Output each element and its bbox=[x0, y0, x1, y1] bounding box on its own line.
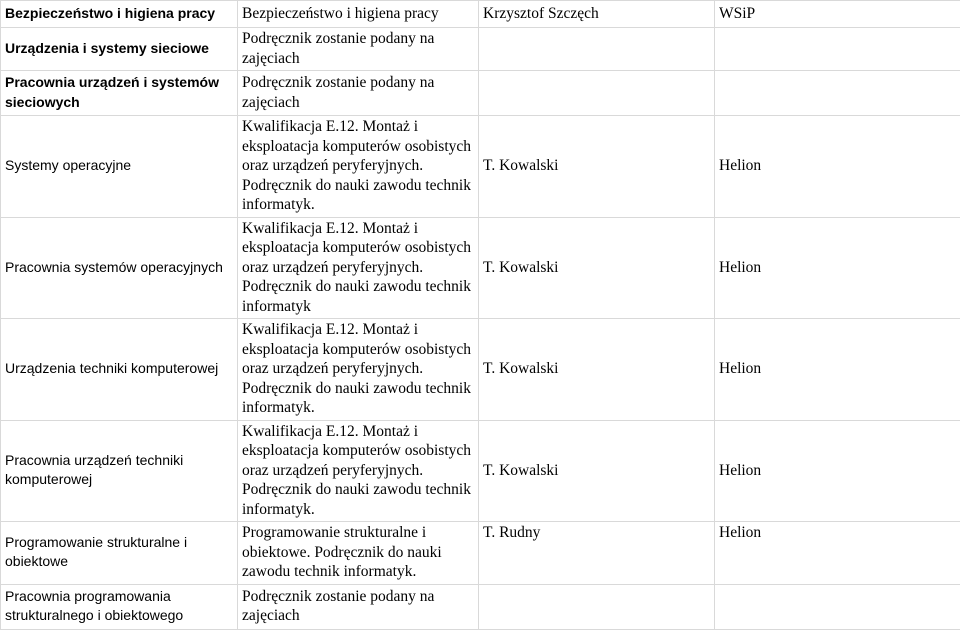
subject-cell: Systemy operacyjne bbox=[1, 116, 238, 218]
subject-cell: Bezpieczeństwo i higiena pracy bbox=[1, 1, 238, 28]
author-cell: T. Kowalski bbox=[479, 319, 715, 421]
author-cell: T. Kowalski bbox=[479, 116, 715, 218]
publisher-cell: Helion bbox=[715, 522, 960, 585]
subject-cell: Programowanie strukturalne i obiektowe bbox=[1, 522, 238, 585]
subject-cell: Pracownia programowania strukturalnego i obiektowego bbox=[1, 584, 238, 629]
table-row bbox=[1, 28, 960, 71]
table-row bbox=[1, 217, 960, 319]
author-cell bbox=[479, 71, 715, 116]
title-cell: Podręcznik zostanie podany na zajęciach bbox=[238, 71, 479, 116]
table-row bbox=[1, 420, 960, 522]
author-cell: T. Kowalski bbox=[479, 420, 715, 522]
subject-cell: Pracownia urządzeń techniki komputerowej bbox=[1, 420, 238, 522]
author-cell: T. Kowalski bbox=[479, 217, 715, 319]
subject-cell: Pracownia urządzeń i systemów sieciowych bbox=[1, 71, 238, 116]
title-cell: Kwalifikacja E.12. Montaż i eksploatacja komputerów osobistych oraz urządzeń peryferyjnych. Podręcznik do nauki zawodu technik informatyk. bbox=[238, 116, 479, 218]
title-cell: Kwalifikacja E.12. Montaż i eksploatacja komputerów osobistych oraz urządzeń peryferyjnych. Podręcznik do nauki zawodu technik informatyk. bbox=[238, 319, 479, 421]
publisher-cell: WSiP bbox=[715, 1, 960, 28]
author-cell bbox=[479, 584, 715, 629]
subject-cell: Pracownia systemów operacyjnych bbox=[1, 217, 238, 319]
subject-cell: Urządzenia i systemy sieciowe bbox=[1, 28, 238, 71]
table-row bbox=[1, 522, 960, 585]
author-cell: T. Rudny bbox=[479, 522, 715, 585]
table-row bbox=[1, 319, 960, 421]
title-cell: Podręcznik zostanie podany na zajęciach bbox=[238, 28, 479, 71]
publisher-cell bbox=[715, 71, 960, 116]
table-row bbox=[1, 71, 960, 116]
publisher-cell: Helion bbox=[715, 420, 960, 522]
table-row-header bbox=[1, 1, 960, 28]
title-cell: Podręcznik zostanie podany na zajęciach bbox=[238, 584, 479, 629]
title-cell: Programowanie strukturalne i obiektowe. Podręcznik do nauki zawodu technik informatyk. bbox=[238, 522, 479, 585]
table-row bbox=[1, 116, 960, 218]
title-cell: Bezpieczeństwo i higiena pracy bbox=[238, 1, 479, 28]
publisher-cell: Helion bbox=[715, 319, 960, 421]
publisher-cell bbox=[715, 28, 960, 71]
table-row bbox=[1, 584, 960, 629]
title-cell: Kwalifikacja E.12. Montaż i eksploatacja komputerów osobistych oraz urządzeń peryferyjnych. Podręcznik do nauki zawodu technik informatyk bbox=[238, 217, 479, 319]
author-cell bbox=[479, 28, 715, 71]
title-cell: Kwalifikacja E.12. Montaż i eksploatacja komputerów osobistych oraz urządzeń peryferyjnych. Podręcznik do nauki zawodu technik informatyk. bbox=[238, 420, 479, 522]
publisher-cell bbox=[715, 584, 960, 629]
subject-cell: Urządzenia techniki komputerowej bbox=[1, 319, 238, 421]
publisher-cell: Helion bbox=[715, 217, 960, 319]
author-cell: Krzysztof Szczęch bbox=[479, 1, 715, 28]
publisher-cell: Helion bbox=[715, 116, 960, 218]
